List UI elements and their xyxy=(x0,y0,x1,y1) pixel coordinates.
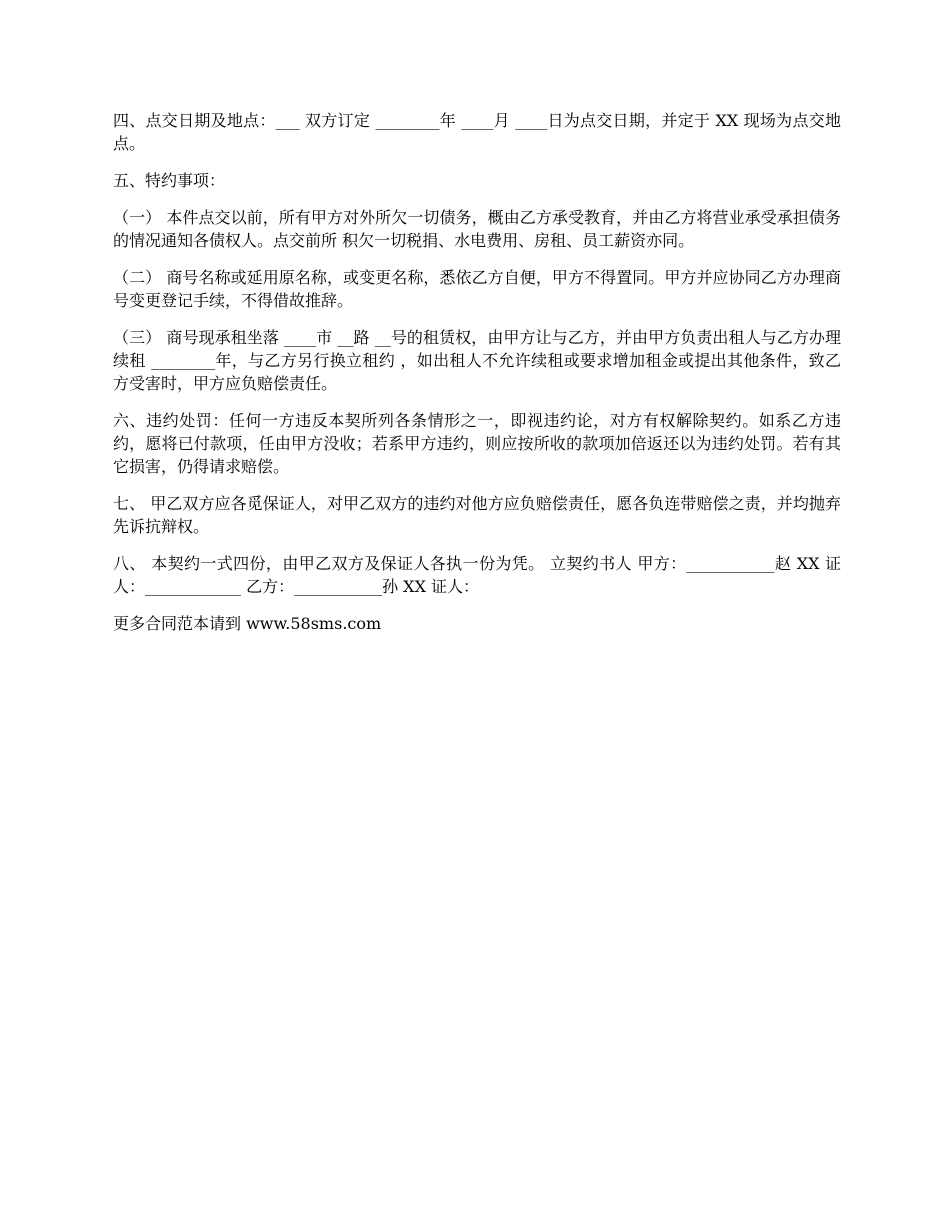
clause-special-term-3: （三） 商号现承租坐落 ____市 __路 __号的租赁权，由甲方让与乙方，并由甲方负责出租人与乙方办理续租 ________年，与乙方另行换立租约 ，如出租人不允许续租或要求增加租金或提出其他条件，致乙方受害时，甲方应负赔偿责任。 xyxy=(113,328,841,393)
clause-special-term-1: （一） 本件点交以前，所有甲方对外所欠一切债务，概由乙方承受教育，并由乙方将营业承受承担债务的情况通知各债权人。点交前所 积欠一切税捐、水电费用、房租、员工薪资亦同。 xyxy=(113,208,841,250)
footer-more-templates: 更多合同范本请到 www.58sms.com xyxy=(113,614,382,633)
clause-special-terms-heading: 五、特约事项： xyxy=(113,171,226,190)
contract-body xyxy=(113,109,841,649)
clause-copies-signatures: 八、 本契约一式四份，由甲乙双方及保证人各执一份为凭。 立契约书人 甲方：___________赵 XX 证人：____________ 乙方：___________孙 XX 证人： xyxy=(113,554,841,596)
clause-breach-penalty: 六、违约处罚：任何一方违反本契所列各条情形之一，即视违约论，对方有权解除契约。如系乙方违约，愿将已付款项，任由甲方没收；若系甲方违约，则应按所收的款项加倍返还以为违约处罚。若有其它损害，仍得请求赔偿。 xyxy=(113,411,841,476)
clause-delivery-date-place: 四、点交日期及地点：___ 双方订定 ________年 ____月 ____日为点交日期，并定于 XX 现场为点交地点。 xyxy=(113,111,841,153)
clause-special-term-2: （二） 商号名称或延用原名称，或变更名称，悉依乙方自便，甲方不得置同。甲方并应协同乙方办理商号变更登记手续，不得借故推辞。 xyxy=(113,268,841,310)
clause-guarantors: 七、 甲乙双方应各觅保证人，对甲乙双方的违约对他方应负赔偿责任，愿各负连带赔偿之责，并均抛弃先诉抗辩权。 xyxy=(113,494,841,536)
